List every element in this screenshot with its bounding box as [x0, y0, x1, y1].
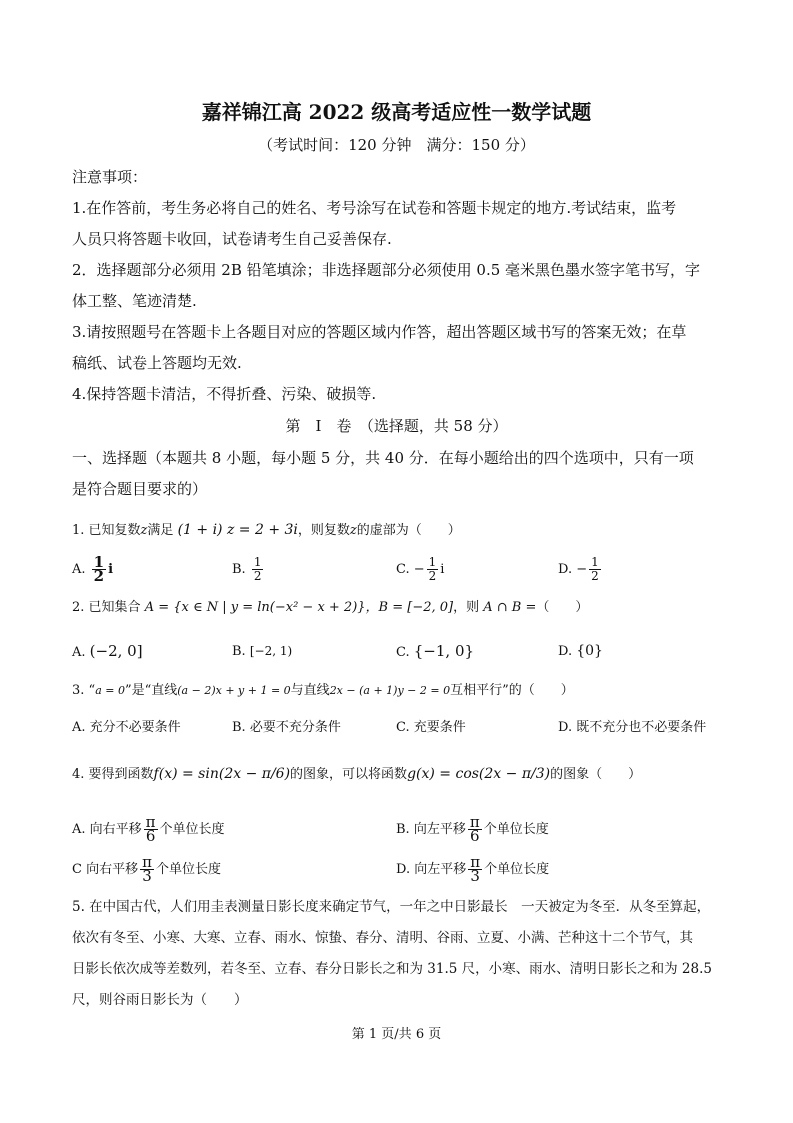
notice-line: 稿纸、试卷上答题均无效.	[72, 354, 242, 372]
notice-line: 2．选择题部分必须用 2B 铅笔填涂；非选择题部分必须使用 0.5 毫米黑色墨水签字笔书写，字	[72, 261, 701, 279]
question-3: 3. “a = 0”是“直线(a − 2)x + y + 1 = 0与直线2x − (a + 1)y − 2 = 0互相平行”的（ ）	[72, 683, 574, 698]
notice-line: 人员只将答题卡收回，试卷请考生自己妥善保存.	[72, 230, 392, 248]
question-5-line: 依次有冬至、小寒、大寒、立春、雨水、惊蛰、春分、清明、谷雨、立夏、小满、芒种这十二个节气，其	[72, 930, 693, 946]
q4-option-a[interactable]: A. 向右平移 $\frac{\pi}{6}$ 个单位长度	[72, 813, 225, 845]
section-title: 第 Ⅰ 卷 （选择题，共 58 分）	[285, 417, 508, 435]
question-5-line: 5. 在中国古代，人们用圭表测量日影长度来确定节气，一年之中日影最长 一天被定为冬至．从冬至算起，	[72, 899, 711, 915]
q3-option-d[interactable]: D. 既不充分也不必要条件	[558, 720, 707, 735]
q4-function-f: f(x) = sin(2x − π/6)	[153, 766, 291, 782]
question-1: 1. 已知复数z满足 (1 + i) z = 2 + 3i，则复数z的虚部为（ ）	[72, 522, 461, 538]
part-intro-line: 是符合题目要求的）	[72, 480, 208, 498]
notice-line: 4.保持答题卡清洁，不得折叠、污染、破损等.	[72, 385, 377, 403]
page-footer: 第 1 页/共 6 页	[351, 1027, 442, 1042]
q4-option-d[interactable]: D. 向左平移 $\frac{\pi}{3}$ 个单位长度	[396, 853, 550, 885]
notice-heading: 注意事项：	[72, 168, 148, 186]
part-intro-line: 一、选择题（本题共 8 小题，每小题 5 分，共 40 分．在每小题给出的四个选项中，只有一项	[72, 449, 694, 467]
question-5-line: 尺，则谷雨日影长为（ ）	[72, 992, 248, 1008]
q2-option-a[interactable]: A. (−2, 0]	[72, 642, 143, 660]
q1-option-c[interactable]: C. − $\frac{1}{2}$ i	[396, 555, 445, 583]
q3-option-c[interactable]: C. 充要条件	[396, 720, 466, 735]
q2-option-b[interactable]: B. [−2, 1)	[232, 644, 293, 659]
q2-option-d[interactable]: D. {0}	[558, 643, 603, 659]
q2-set-a: A = {x ∈ N | y = ln(−x² − x + 2)}	[144, 600, 366, 615]
q3-option-a[interactable]: A. 充分不必要条件	[72, 720, 181, 735]
q4-option-b[interactable]: B. 向左平移 $\frac{\pi}{6}$ 个单位长度	[396, 813, 549, 845]
q2-option-c[interactable]: C. {−1, 0}	[396, 642, 475, 660]
q1-option-a[interactable]: A. $\frac{1}{2}$ i	[72, 553, 114, 585]
question-5-line: 日影长依次成等差数列，若冬至、立春、春分日影长之和为 31.5 尺，小寒、雨水、清明日影长之和为 28.5	[72, 961, 712, 977]
q2-set-b: ，B = [−2, 0]	[365, 600, 454, 615]
notice-line: 体工整、笔迹清楚.	[72, 292, 197, 310]
q4-function-g: g(x) = cos(2x − π/3)	[407, 766, 551, 782]
notice-line: 3.请按照题号在答题卡上各题目对应的答题区域内作答，超出答题区域书写的答案无效；在草	[72, 323, 687, 341]
q1-option-d[interactable]: D. − $\frac{1}{2}$	[558, 555, 599, 583]
q1-equation: (1 + i) z = 2 + 3i	[177, 522, 298, 538]
exam-subtitle: （考试时间：120 分钟 满分：150 分）	[258, 136, 535, 154]
notice-line: 1.在作答前，考生务必将自己的姓名、考号涂写在试卷和答题卡规定的地方.考试结束，监考	[72, 199, 677, 217]
q4-option-c[interactable]: C 向右平移 $\frac{\pi}{3}$ 个单位长度	[72, 853, 221, 885]
question-2: 2. 已知集合 A = {x ∈ N | y = ln(−x² − x + 2)}，B = [−2, 0]，则 A ∩ B =（ ）	[72, 600, 589, 615]
q3-option-b[interactable]: B. 必要不充分条件	[232, 720, 341, 735]
q1-option-b[interactable]: B. $\frac{1}{2}$	[232, 555, 262, 583]
exam-title: 嘉祥锦江高 2022 级高考适应性一数学试题	[201, 100, 592, 124]
question-4: 4. 要得到函数f(x) = sin(2x − π/6)的图象，可以将函数g(x) = cos(2x − π/3)的图象（ ）	[72, 766, 642, 782]
